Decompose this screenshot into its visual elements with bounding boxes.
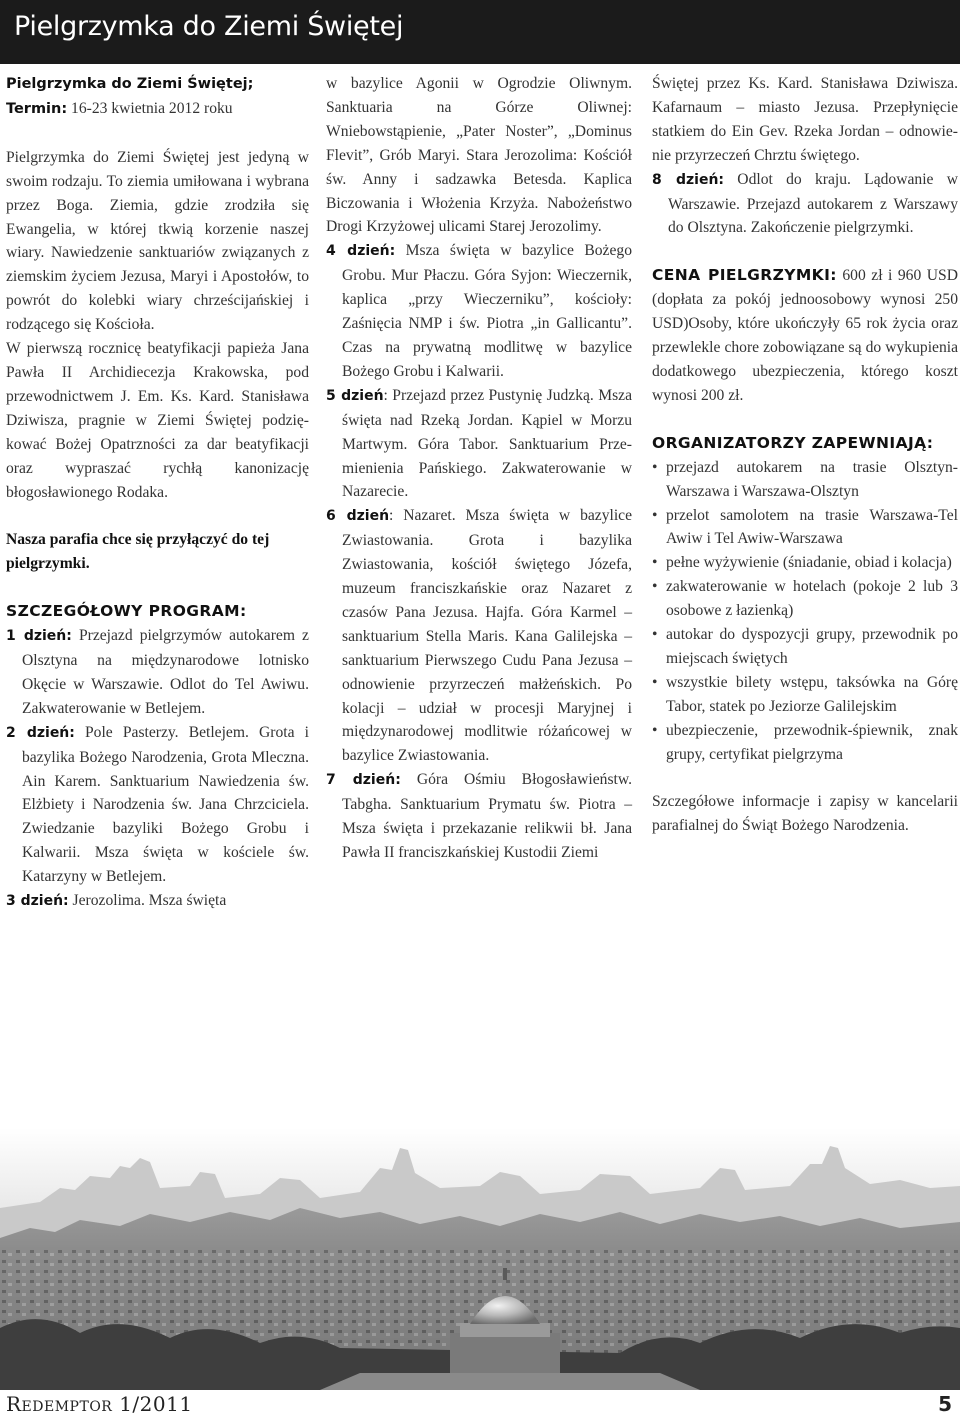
- program-heading: SZCZEGÓŁOWY PROGRAM:: [6, 602, 247, 621]
- column-2: [326, 72, 632, 865]
- day-5: 5 dzień: Przejazd przez Pustynię Judzką. Msza święta nad Rzeką Jordan. Kąpiel w Morzu Martwym. Góra Tabor. Sanktuarium Przemienienia Pańskiego. Zakwaterowanie w Nazarecie.: [326, 386, 632, 501]
- column-1: [6, 72, 309, 914]
- day-7: 7 dzień: Góra Ośmiu Błogosławieństw. Tabgha. Sanktuarium Prymatu św. Piotra – Msza święta i przekazanie relikwii bł. Jana Pawła II franciszkańskiej Kustodii Ziemi: [326, 771, 632, 861]
- page-title: Pielgrzymka do Ziemi Świętej: [14, 11, 404, 42]
- day-7-continued: Świętej przez Ks. Kard. Stanisława Dziwisza. Kafarnaum – miasto Jezusa. Przepłynięcie statkiem do Ein Gev. Rzeka Jordan – odnowienie przyrzeczeń Chrztu świętego.: [652, 75, 958, 164]
- page-header: [0, 0, 960, 64]
- list-item: • wszystkie bilety wstępu, taksówka na Górę Tabor, statek po Jeziorze Galilejskim: [652, 671, 958, 719]
- day-2: 2 dzień: Pole Pasterzy. Betlejem. Grota i bazylika Bożego Narodzenia, Grota Mleczna. Ain Karem. Sanktuarium Nawiedzenia św. Elżbiety i Narodzenia św. Jana Chrzciciela. Zwiedzanie bazyliki Bożego Grobu i Kalwarii. Msza święta w kościele św. Katarzyny w Betlejem.: [6, 723, 309, 886]
- day-6: 6 dzień: Nazaret. Msza święta w bazylice Zwiastowania. Grota i bazylika Zwiastowania, kościół świętego Józefa, muzeum franciszkańskie oraz Nazaret z czasów Pana Jezusa. Hajfa. Góra Karmel – sanktuarium Stella Maris. Kana Galilejska – sanktuarium Pierwszego Cudu Pana Jezusa – odnowienie przyrzeczeń małżeńskich. Po kolacji – udział w procesji Maryjnej i międzynarodowej modlitwie różańcowej w bazylice Zwiastowania.: [326, 507, 633, 765]
- price-paragraph: CENA PIELGRZYMKI: 600 zł i 960 USD (dopłata za pokój jednoosobowy wynosi 250 USD)Osoby, które ukończyły 65 rok życia oraz przewlekle chore zobowiązane są do wykupienia dodatkowego ubezpieczenia, którego koszt wynosi 200 zł.: [652, 266, 958, 404]
- jerusalem-skyline-image: [0, 1128, 960, 1390]
- column-3: [652, 72, 958, 838]
- day-1: 1 dzień: Przejazd pielgrzymów autokarem z Olsztyna na międzynarodowe lotnisko Okęcie w Warszawie. Odlot do Tel Awiwu. Zakwaterowanie w Betlejem.: [6, 627, 309, 717]
- day-8: 8 dzień: Odlot do kraju. Lądowanie w Warszawie. Przejazd autokarem z Warszawy do Olsztyna. Zakończenie pielgrzymki.: [652, 170, 958, 237]
- intro-title: Pielgrzymka do Ziemi Świętej;: [6, 76, 254, 92]
- magazine-name: Redemptor 1/2011: [6, 1392, 193, 1416]
- page-footer: [0, 1392, 960, 1422]
- term-line: Termin: 16-23 kwietnia 2012 roku: [6, 99, 233, 117]
- organizers-heading: ORGANIZATORZY ZAPEWNIAJĄ:: [652, 433, 934, 452]
- page-number: 5: [938, 1392, 952, 1416]
- day-4: 4 dzień: Msza święta w bazylice Bożego Grobu. Mur Płaczu. Góra Syjon: Wieczernik, kaplica „przy Wieczerniku”, kościoły: Zaśnięcia NMP i św. Piotra „in Gallicantu”. Czas na prywatną modlitwę w bazylice Bożego Grobu i Kalwarii.: [326, 242, 632, 380]
- list-item: • przelot samolotem na trasie Warszawa-Tel Awiw i Tel Awiw-Warszawa: [652, 504, 958, 552]
- organizers-list: [652, 456, 958, 767]
- list-item: • przejazd autokarem na trasie Olsztyn-Warszawa i Warszawa-Olsztyn: [652, 456, 958, 504]
- registration-info: Szczegółowe informacje i zapisy w kancelarii parafialnej do Świąt Bożego Narodzenia.: [652, 793, 958, 835]
- list-item: • autokar do dyspozycji grupy, przewodnik po miejscach świętych: [652, 623, 958, 671]
- day-3: 3 dzień: Jerozolima. Msza święta: [6, 892, 227, 910]
- jerusalem-photo: [0, 1128, 960, 1390]
- list-item: • pełne wyżywienie (śniadanie, obiad i kolacja): [652, 551, 958, 575]
- list-item: • zakwaterowanie w hotelach (pokoje 2 lub 3 osobowe z łazienką): [652, 575, 958, 623]
- beatification-paragraph: W pierwszą rocznicę beatyfikacji papieża Jana Pawła II Archidiecezja Krakowska, pod przewodnictwem J. Em. Ks. Kard. Stanisława Dziwisza, pragnie w Ziemi Świętej podziękować Bożej Opatrzności za dar beatyfikacji oraz wypraszać rychłą kanonizację błogosławionego Rodaka.: [6, 340, 309, 501]
- day-3-continued: w bazylice Agonii w Ogrodzie Oliwnym. Sanktuaria na Górze Oliwnej: Wniebowstąpienie, „Pater Noster”, „Dominus Flevit”, Grób Maryi. Stara Jerozolima: Kościół św. Anny i sadzawka Betesda. Kaplica Biczowania i Włożenia Krzyża. Nabożeństwo Drogi Krzyżowej ulicami Starej Jerozolimy.: [326, 75, 632, 236]
- list-item: • ubezpieczenie, przewodnik-śpiewnik, znak grupy, certyfikat pielgrzyma: [652, 719, 958, 767]
- intro-paragraph: Pielgrzymka do Ziemi Świętej jest jedyną w swoim rodzaju. To ziemia umiłowana i wybrana przez Boga. Ziemia, gdzie zrodziła się Ewangelia, w której tkwią korzenie naszej wiary. Nawiedzenie sanktuariów związanych z ziemskim życiem Jezusa, Maryi i Apostołów, to powrót do kolebki wiary chrześcijańskiej i rodzącego się Kościoła.: [6, 148, 309, 334]
- parish-note: Nasza parafia chce się przyłączyć do tej pielgrzymki.: [6, 531, 270, 573]
